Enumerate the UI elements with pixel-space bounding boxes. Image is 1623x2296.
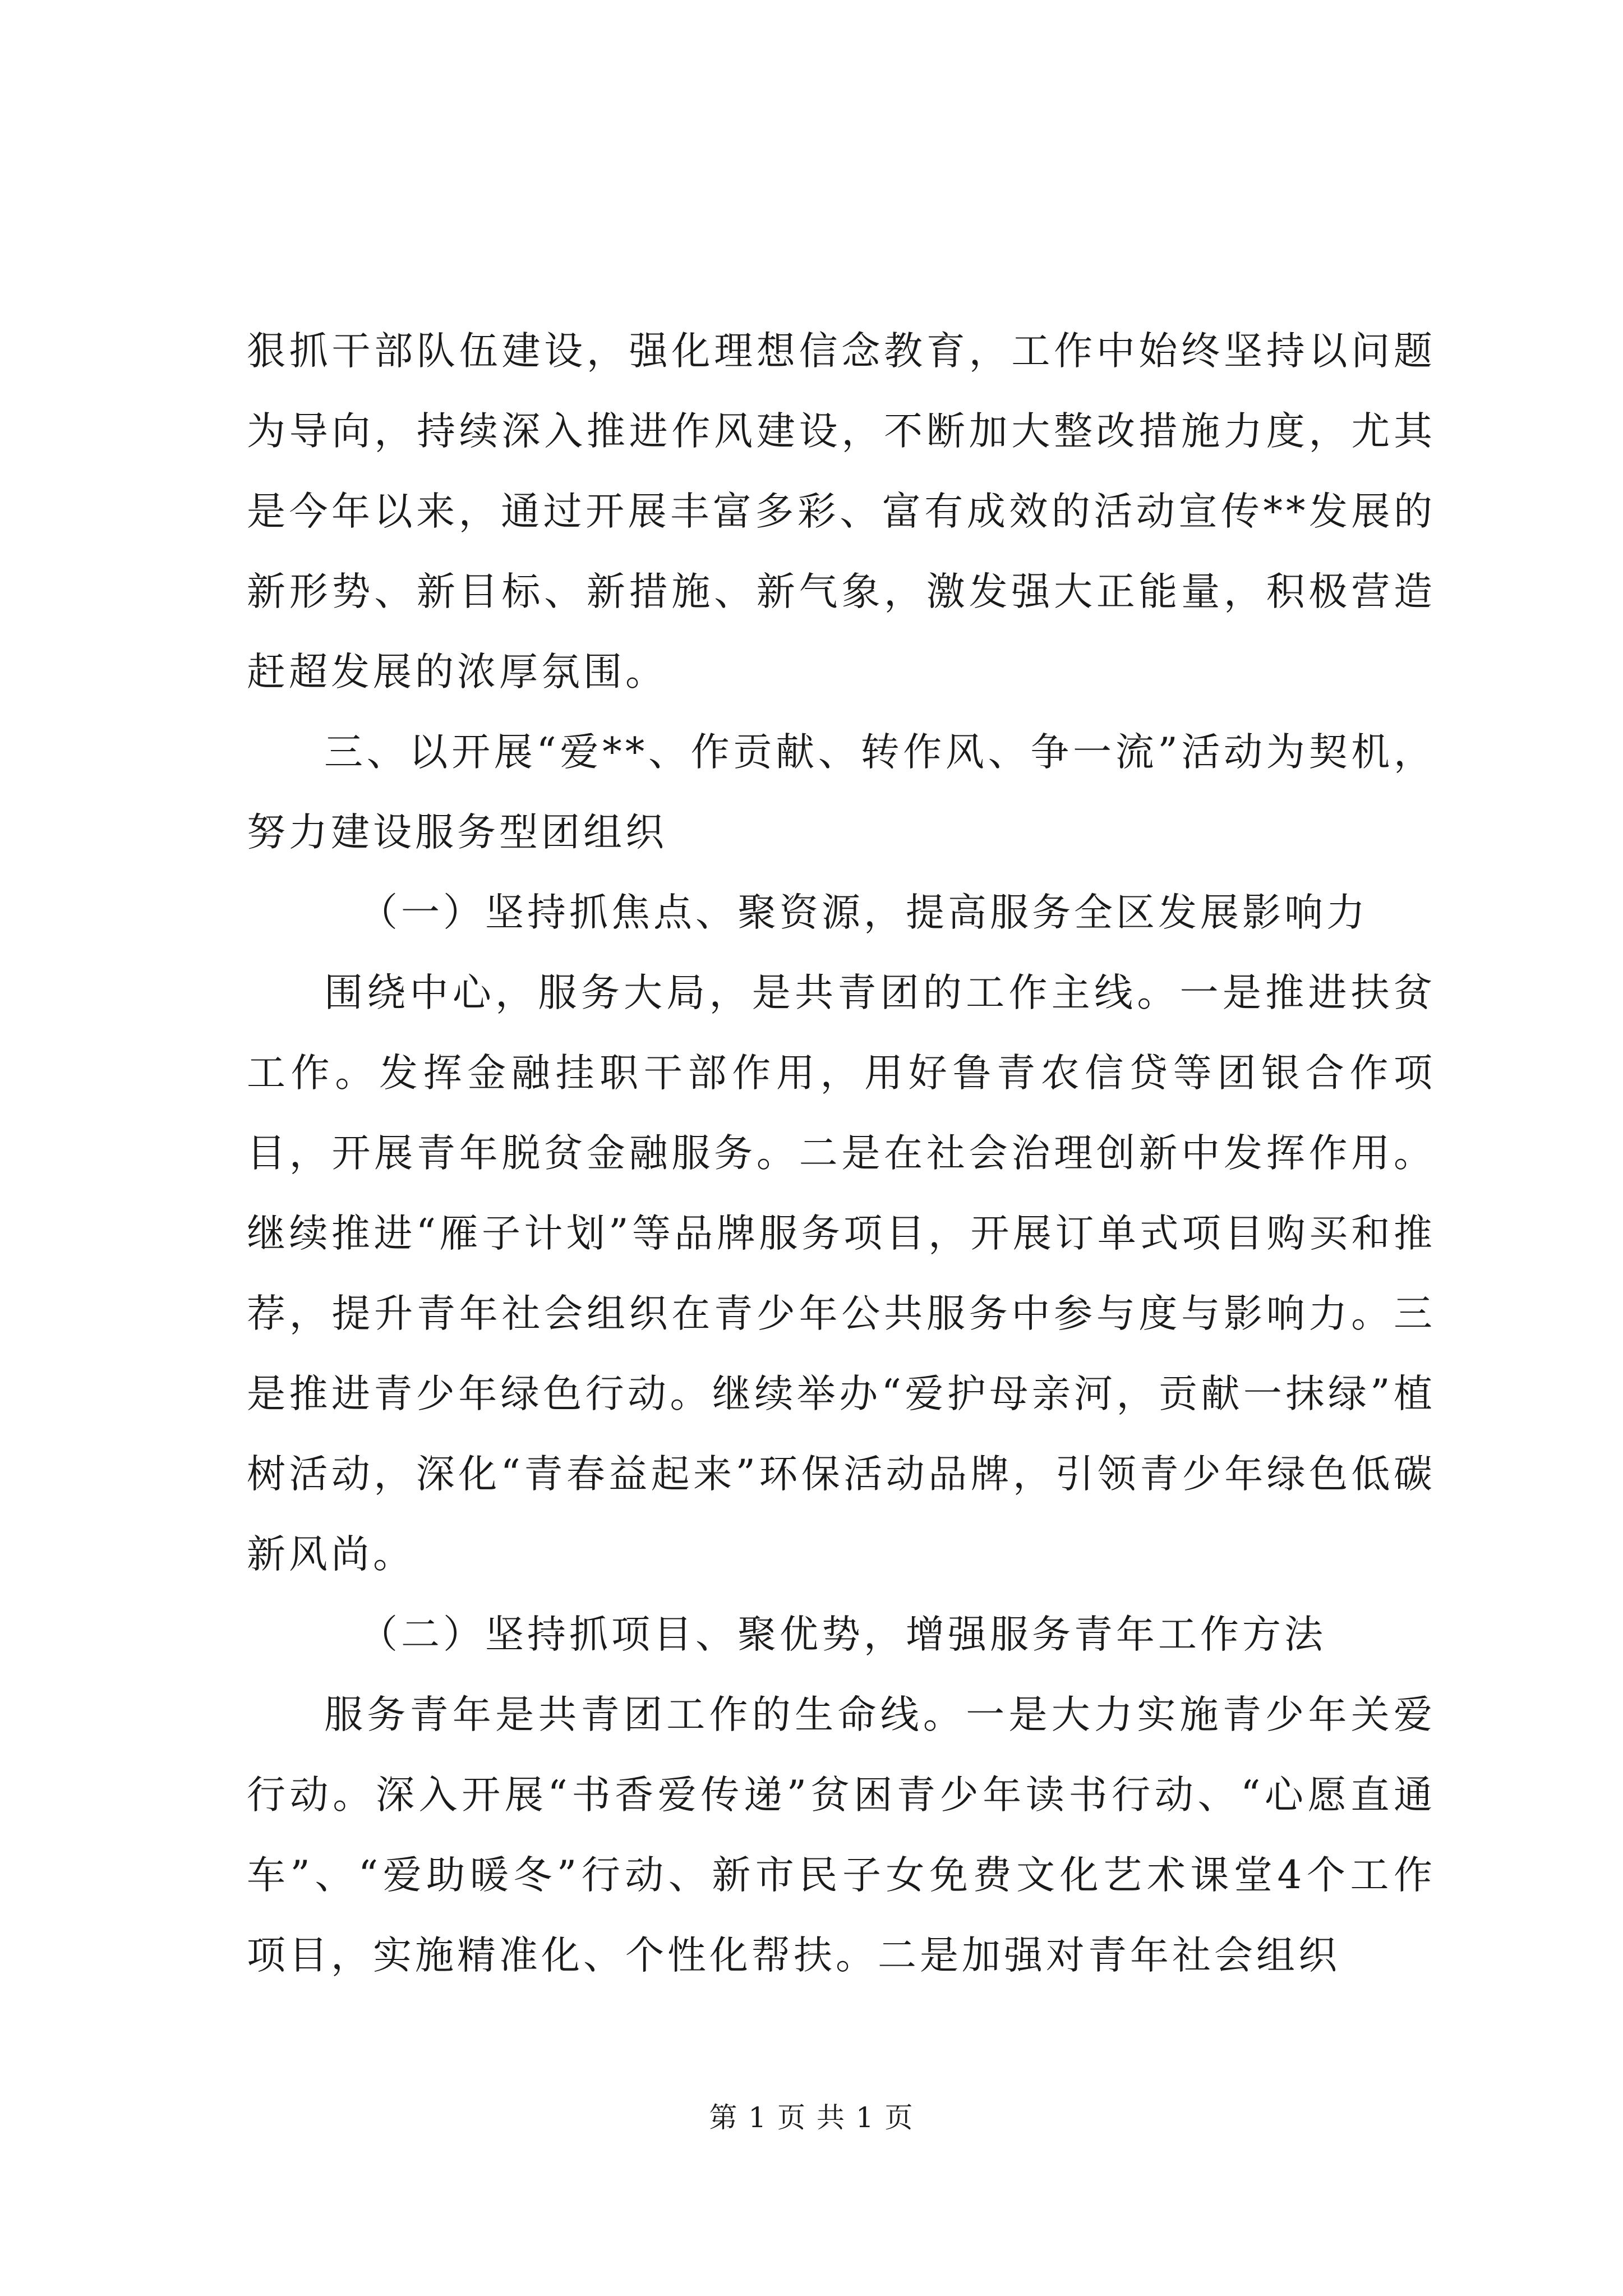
subheading-two: （二）坚持抓项目、聚优势，增强服务青年工作方法 — [359, 1612, 1326, 1657]
paragraph-service-youth: 服务青年是共青团工作的生命线。一是大力实施青少年关爱行动。深入开展“书香爱传递”贫困青少年读书行动、“心愿直通车”、“爱助暖冬”行动、新市民子女免费文化艺术课堂4个工作项目，实施精准化、个性化帮扶。二是加强对青年社会组织 — [247, 1692, 1436, 1978]
paragraph-service-overall: 围绕中心，服务大局，是共青团的工作主线。一是推进扶贫工作。发挥金融挂职干部作用，用好鲁青农信贷等团银合作项目，开展青年脱贫金融服务。二是在社会治理创新中发挥作用。继续推进“雁子计划”等品牌服务项目，开展订单式项目购买和推荐，提升青年社会组织在青少年公共服务中参与度与影响力。三是推进青少年绿色行动。继续举办“爱护母亲河，贡献一抹绿”植树活动，深化“青春益起来”环保活动品牌，引领青少年绿色低碳新风尚。 — [247, 970, 1436, 1577]
section-heading-three: 三、以开展“爱**、作贡献、转作风、争一流”活动为契机，努力建设服务型团组织 — [247, 730, 1436, 855]
paragraph-continuation: 狠抓干部队伍建设，强化理想信念教育，工作中始终坚持以问题为导向，持续深入推进作风建设，不断加大整改措施力度，尤其是今年以来，通过开展丰富多彩、富有成效的活动宣传**发展的新形势、新目标、新措施、新气象，激发强大正能量，积极营造赶超发展的浓厚氛围。 — [247, 329, 1436, 694]
document-body — [247, 311, 1436, 1996]
page-number-footer: 第 1 页 共 1 页 — [709, 2101, 914, 2134]
subheading-one: （一）坚持抓焦点、聚资源，提高服务全区发展影响力 — [359, 890, 1368, 935]
